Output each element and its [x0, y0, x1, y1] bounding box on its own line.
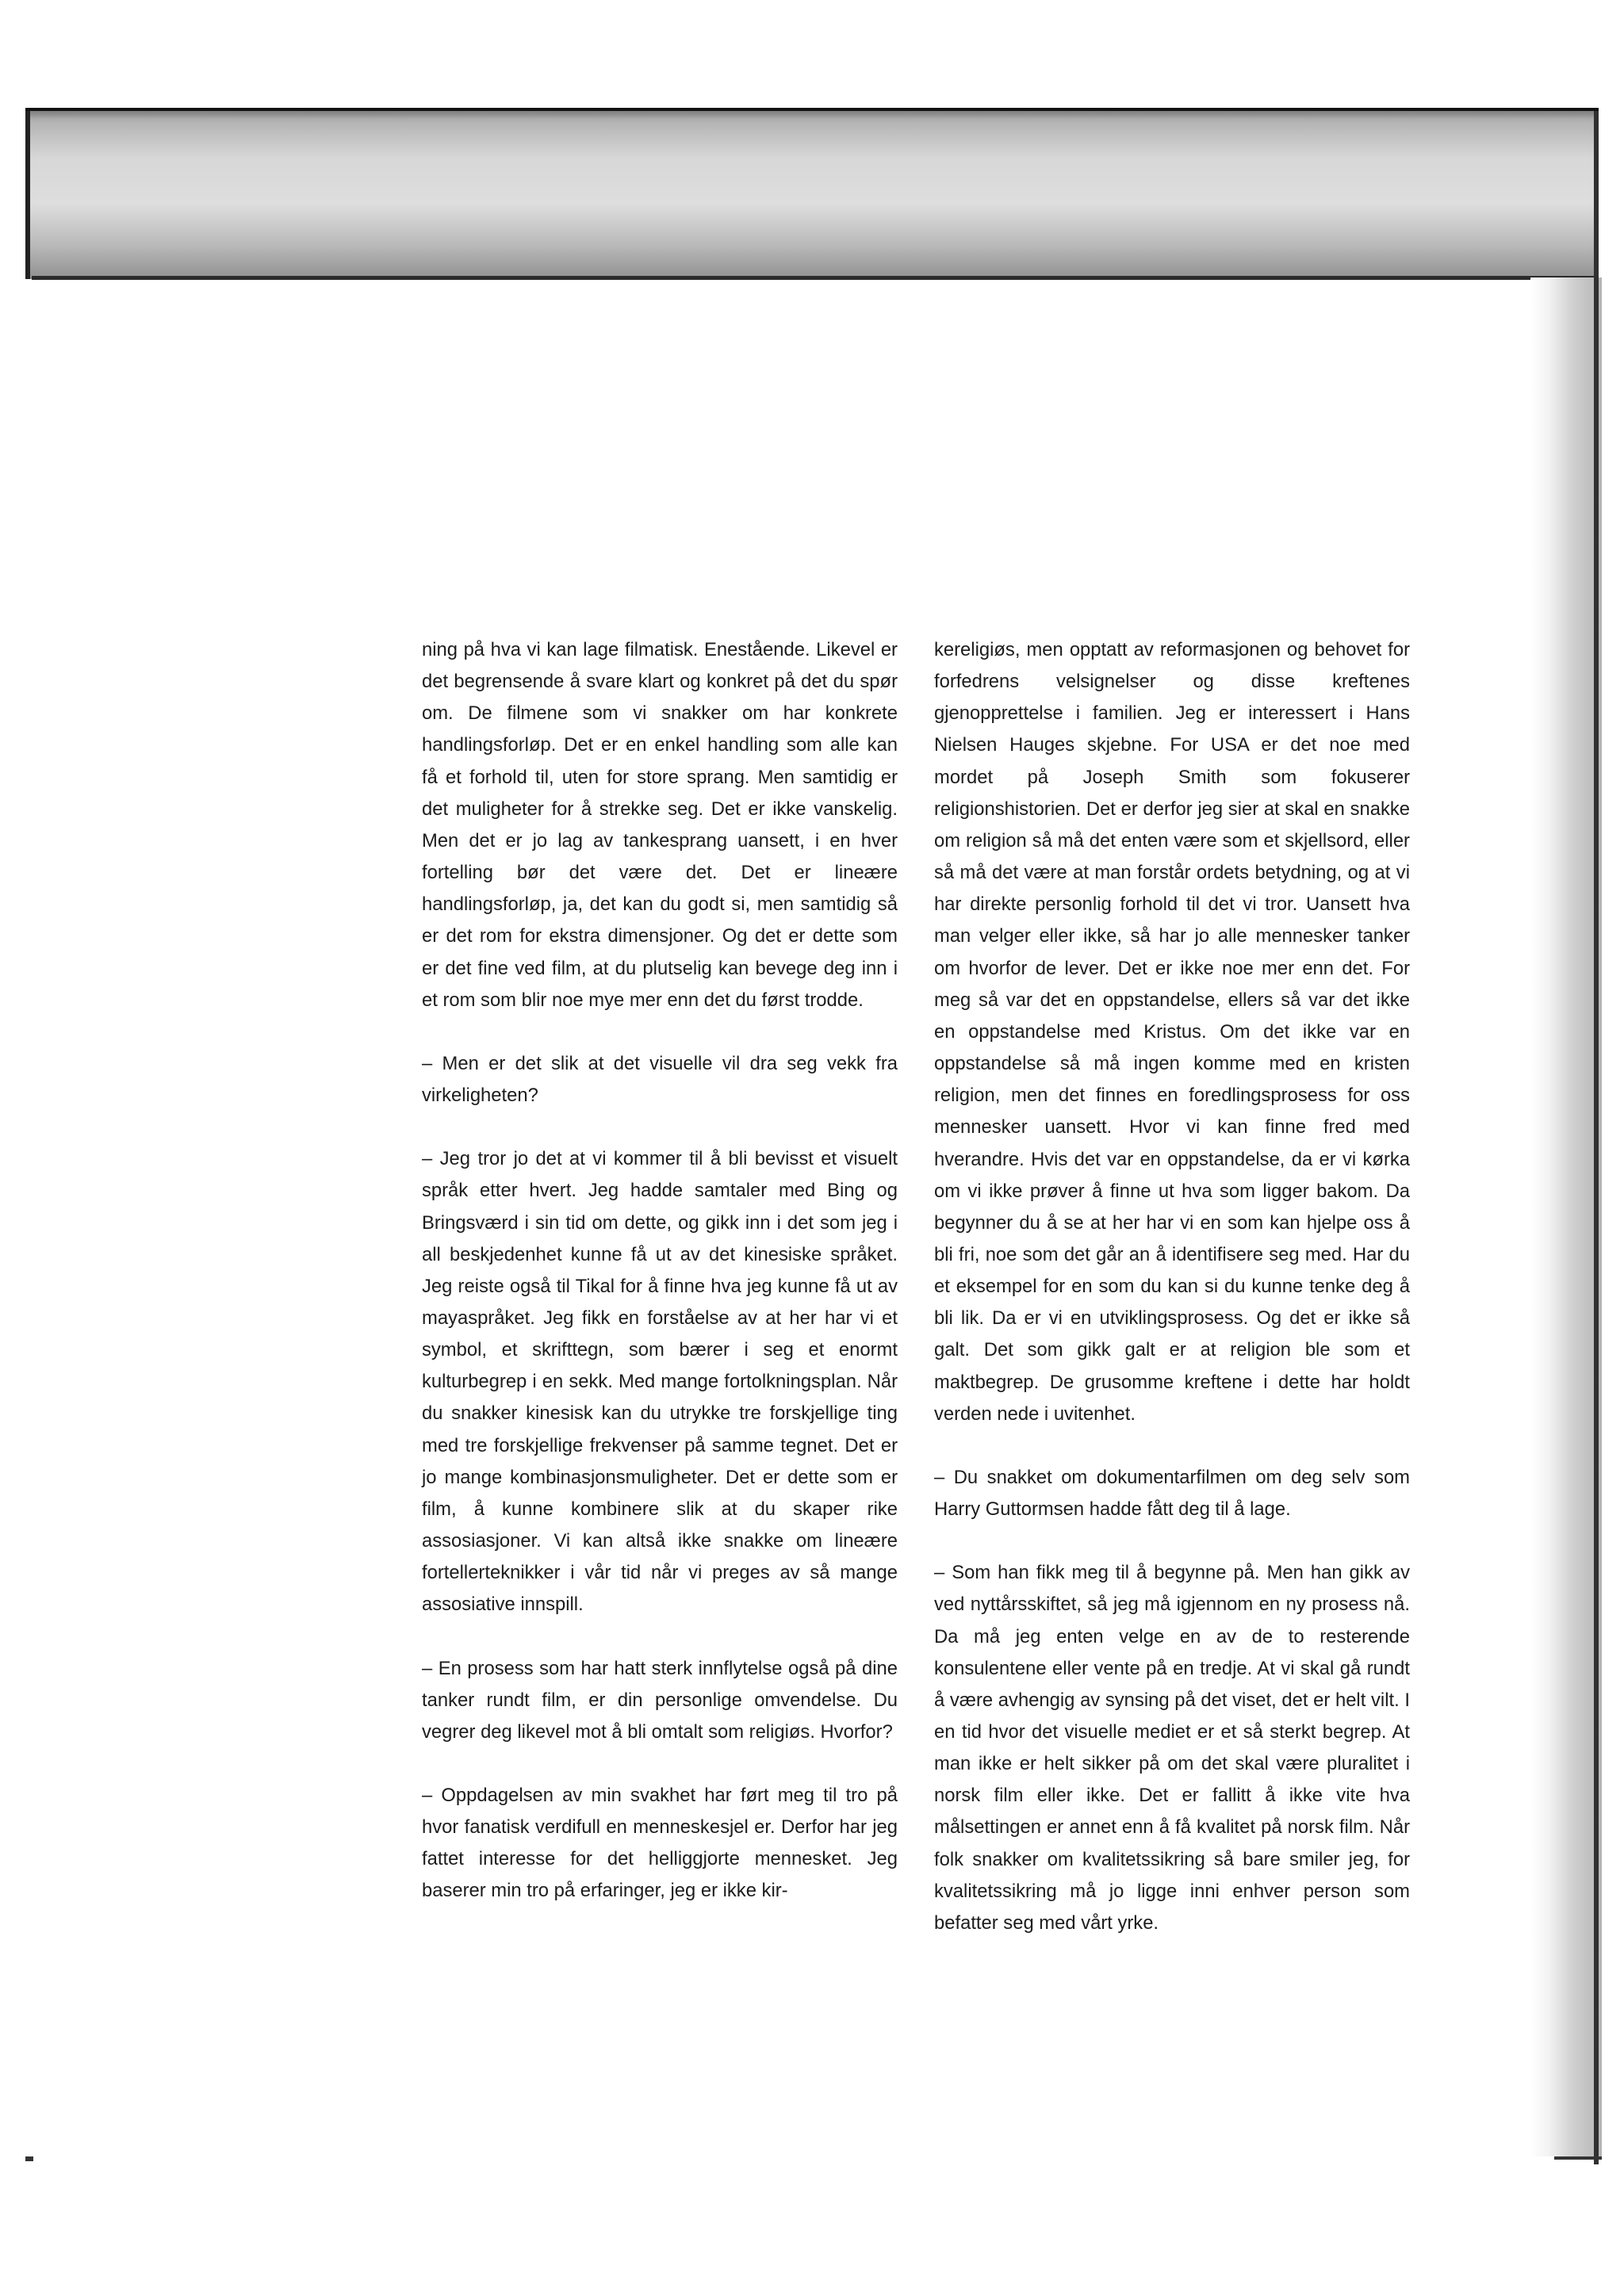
interview-answer: – Jeg tror jo det at vi kommer til å bli bevisst et visuelt språk etter hvert. Jeg hadde samtaler med Bing og Bringsværd i sin tid om dette, og gikk inn i det som jeg i all beskjedenhet kunne få ut av det kinesiske språket. Jeg reiste også til Tikal for å finne hva jeg kunne få ut av mayaspråket. Jeg fikk en forståelse av at her har vi et symbol, et skrifttegn, som bærer i seg et enormt kulturbegrep i en sekk. Med mange fortolkningsplan. Når du snakker kinesisk kan du utrykke tre forskjellige ting med tre forskjellige frekvenser på samme tegnet. Det er jo mange kombinasjonsmuligheter. Det er dette som er film, å kunne kombinere slik at du skaper rike assosiasjoner. Vi kan altså ikke snakke om lineære fortellerteknikker i vår tid når vi preges av så mange assosiative innspill.: [422, 1148, 898, 1616]
interview-question: – En prosess som har hatt sterk innflytelse også på dine tanker rundt film, er din personlige omvendelse. Du vegrer deg likevel mot å bli omtalt som religiøs. Hvorfor?: [422, 1657, 898, 1743]
text-column-left: [422, 634, 898, 1908]
paragraph: ning på hva vi kan lage filmatisk. Enestående. Likevel er det begrensende å svare klart og konkret på det du spør om. De filmene som vi snakker om har konkrete handlingsforløp. Det er en enkel handling som alle kan få et forhold til, uten for store sprang. Men samtidig er det muligheter for å strekke seg. Det er ikke vanskelig. Men det er jo lag av tankesprang uansett, i en hver fortelling bør det være det. Det er lineære handlingsforløp, ja, det kan du godt si, men samtidig så er det rom for ekstra dimensjoner. Og det er dette som er det fine ved film, at du plutselig kan bevege deg inn i et rom som blir noe mye mer enn det du først trodde.: [422, 639, 898, 1011]
interview-answer: – Oppdagelsen av min svakhet har ført meg til tro på hvor fanatisk verdifull en menneskesjel er. Derfor har jeg fattet interesse for det helliggjorte mennesket. Jeg baserer min tro på erfaringer, jeg er ikke kir-: [422, 1785, 898, 1902]
interview-question: – Du snakket om dokumentarfilmen om deg selv som Harry Guttormsen hadde fått deg til å lage.: [934, 1466, 1410, 1521]
scan-frame-left-edge: [25, 111, 30, 279]
paragraph: kereligiøs, men opptatt av reformasjonen og behovet for forfedrens velsignelser og disse kreftenes gjenopprettelse i familien. Jeg er interessert i Hans Nielsen Hauges skjebne. For USA er det noe med mordet på Joseph Smith som fokuserer religionshistorien. Det er derfor jeg sier at skal en snakke om religion så må det enten være som et skjellsord, eller så må det være at man forstår ordets betydning, og at vi har direkte personlig forhold til det vi tror. Uansett hva man velger eller ikke, så har jo alle mennesker tanker om hvorfor de lever. Det er ikke noe mer enn det. For meg så var det en oppstandelse, ellers så var det ikke en oppstandelse med Kristus. Om det ikke var en oppstandelse så må ingen komme med en kristen religion, men det finnes en foredlingsprosess for oss mennesker uansett. Hvor vi kan finne fred med hverandre. Hvis det var en oppstandelse, da er vi kørka om vi ikke prøver å finne ut hva som ligger bakom. Da begynner du å se at her har vi en som kan hjelpe oss å bli fri, noe som det går an å identifisere seg med. Har du et eksempel for en som du kan si du kunne tenke deg å bli lik. Da er vi en utviklingsprosess. Og det er ikke så galt. Det som gikk galt er at religion ble som et maktbegrep. De grusomme kreftene i dette har holdt verden nede i uvitenhet.: [934, 639, 1410, 1425]
page-corner-mark: [25, 2156, 33, 2161]
interview-question: – Men er det slik at det visuelle vil dra seg vekk fra virkeligheten?: [422, 1052, 898, 1107]
page-top-edge: [32, 276, 1594, 280]
scan-frame-band: [25, 111, 1599, 279]
interview-answer: – Som han fikk meg til å begynne på. Men han gikk av ved nyttårsskiftet, så jeg må igjennom en ny prosess nå. Da må jeg enten velge en av de to resterende konsulentene eller vente på en tredje. At vi skal gå rundt å være avhengig av synsing på det viset, det er helt vilt. I en tid hvor det visuelle mediet er et så sterkt begrep. At man ikke er helt sikker på om det skal være pluralitet i norsk film eller ikke. Det er fallitt å ikke vite hva målsettingen er annet enn å få kvalitet på norsk film. Når folk snakker om kvalitetssikring så bare smiler jeg, for kvalitetssikring må jo ligge inni enhver person som befatter seg med vårt yrke.: [934, 1562, 1410, 1934]
text-column-right: [934, 634, 1410, 1939]
page-bottom-edge: [1554, 2156, 1602, 2160]
page-right-edge: [1594, 111, 1599, 2164]
page-right-shadow: [1530, 277, 1602, 2156]
